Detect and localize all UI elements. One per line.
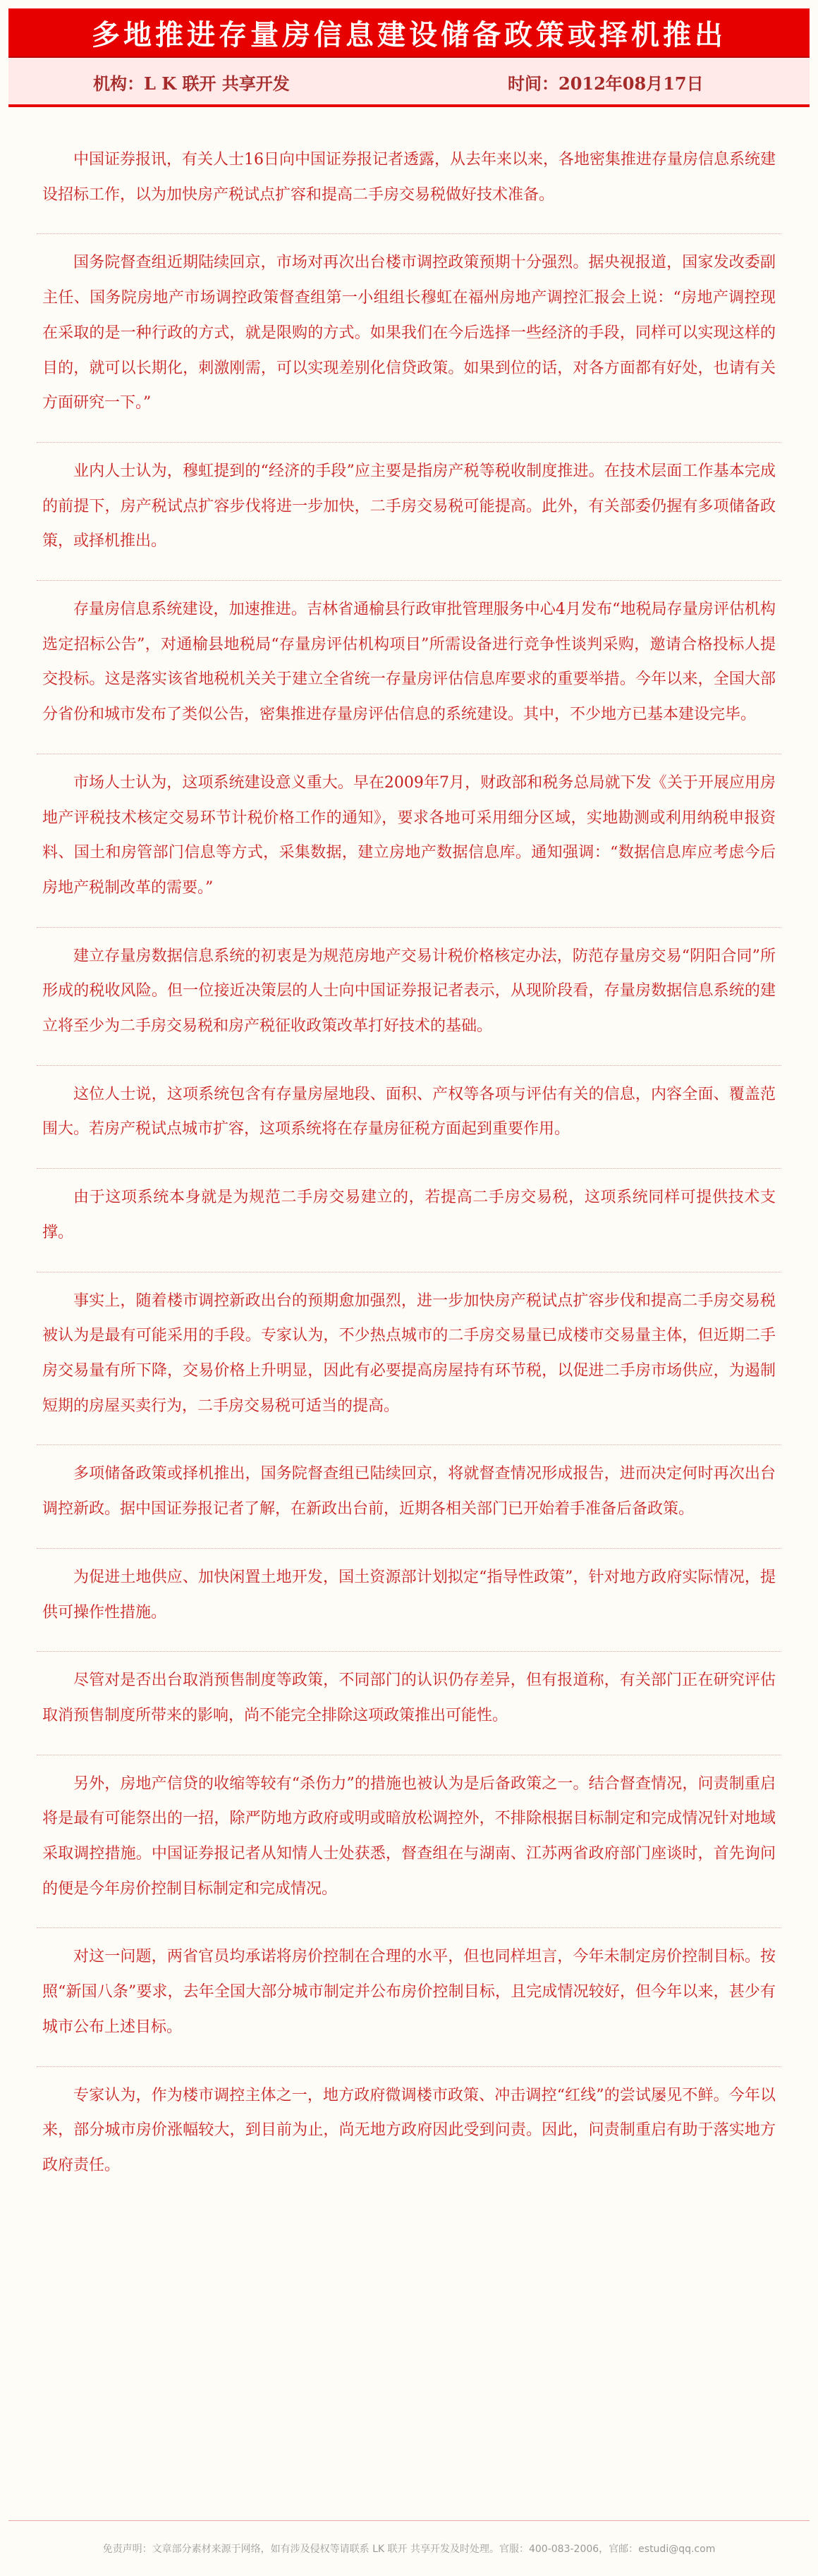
article-body bbox=[8, 107, 810, 2204]
source-label: 机构：L K 联开 共享开发 bbox=[93, 73, 290, 94]
paragraph: 市场人士认为，这项系统建设意义重大。早在2009年7月，财政部和税务总局就下发《关于开展应用房地产评税技术核定交易环节计税价格工作的通知》，要求各地可采用细分区域，实地勘测或利用纳税申报资料、国土和房管部门信息等方式，采集数据，建立房地产数据信息库。通知强调：“数据信息库应考虑今后房地产税制改革的需要。” bbox=[37, 761, 781, 928]
paragraph: 为促进土地供应、加快闲置土地开发，国土资源部计划拟定“指导性政策”，针对地方政府实际情况，提供可操作性措施。 bbox=[37, 1556, 781, 1652]
paragraph: 存量房信息系统建设，加速推进。吉林省通榆县行政审批管理服务中心4月发布“地税局存量房评估机构选定招标公告”，对通榆县地税局“存量房评估机构项目”所需设备进行竞争性谈判采购，邀请合格投标人提交投标。这是落实该省地税机关关于建立全省统一存量房评估信息库要求的重要举措。今年以来，全国大部分省份和城市发布了类似公告，密集推进存量房评估信息的系统建设。其中，不少地方已基本建设完毕。 bbox=[37, 588, 781, 754]
paragraph: 国务院督查组近期陆续回京，市场对再次出台楼市调控政策预期十分强烈。据央视报道，国家发改委副主任、国务院房地产市场调控政策督查组第一小组组长穆虹在福州房地产调控汇报会上说：“房地产调控现在采取的是一种行政的方式，就是限购的方式。如果我们在今后选择一些经济的手段，同样可以实现这样的目的，就可以长期化，刺激刚需，可以实现差别化信贷政策。如果到位的话，对各方面都有好处，也请有关方面研究一下。” bbox=[37, 241, 781, 443]
meta-bar bbox=[8, 58, 810, 107]
title-banner bbox=[8, 8, 810, 58]
paragraph: 建立存量房数据信息系统的初衷是为规范房地产交易计税价格核定办法，防范存量房交易“阴阳合同”所形成的税收风险。但一位接近决策层的人士向中国证券报记者表示，从现阶段看，存量房数据信息系统的建立将至少为二手房交易税和房产税征收政策改革打好技术的基础。 bbox=[37, 935, 781, 1066]
paragraph: 由于这项系统本身就是为规范二手房交易建立的，若提高二手房交易税，这项系统同样可提供技术支撑。 bbox=[37, 1176, 781, 1272]
paragraph: 事实上，随着楼市调控新政出台的预期愈加强烈，进一步加快房产税试点扩容步伐和提高二手房交易税被认为是最有可能采用的手段。专家认为，不少热点城市的二手房交易量已成楼市交易量主体，但近期二手房交易量有所下降，交易价格上升明显，因此有必要提高房屋持有环节税，以促进二手房市场供应，为遏制短期的房屋买卖行为，二手房交易税可适当的提高。 bbox=[37, 1280, 781, 1446]
disclaimer-text: 免责声明：文章部分素材来源于网络，如有涉及侵权等请联系 LK 联开 共享开发及时处理。官服：400-083-2006，官邮：estudi@qq.com bbox=[102, 2544, 716, 2555]
paragraph: 专家认为，作为楼市调控主体之一，地方政府微调楼市政策、冲击调控“红线”的尝试屡见不鲜。今年以来，部分城市房价涨幅较大，到目前为止，尚无地方政府因此受到问责。因此，问责制重启有助于落实地方政府责任。 bbox=[42, 2086, 776, 2174]
footer-disclaimer bbox=[8, 2520, 810, 2576]
article-title: 多地推进存量房信息建设储备政策或择机推出 bbox=[92, 18, 726, 51]
paragraph: 中国证券报讯，有关人士16日向中国证券报记者透露，从去年来以来，各地密集推进存量房信息系统建设招标工作，以为加快房产税试点扩容和提高二手房交易税做好技术准备。 bbox=[37, 138, 781, 234]
paragraph: 这位人士说，这项系统包含有存量房屋地段、面积、产权等各项与评估有关的信息，内容全面、覆盖范围大。若房产税试点城市扩容，这项系统将在存量房征税方面起到重要作用。 bbox=[37, 1073, 781, 1169]
paragraph: 对这一问题，两省官员均承诺将房价控制在合理的水平，但也同样坦言，今年未制定房价控制目标。按照“新国八条”要求，去年全国大部分城市制定并公布房价控制目标，且完成情况较好，但今年以来，甚少有城市公布上述目标。 bbox=[37, 1935, 781, 2066]
paragraph: 另外，房地产信贷的收缩等较有“杀伤力”的措施也被认为是后备政策之一。结合督查情况，问责制重启将是最有可能祭出的一招，除严防地方政府或明或暗放松调控外，不排除根据目标制定和完成情况针对地域采取调控措施。中国证券报记者从知情人士处获悉，督查组在与湖南、江苏两省政府部门座谈时，首先询问的便是今年房价控制目标制定和完成情况。 bbox=[37, 1762, 781, 1929]
paragraph: 尽管对是否出台取消预售制度等政策，不同部门的认识仍存差异，但有报道称，有关部门正在研究评估取消预售制度所带来的影响，尚不能完全排除这项政策推出可能性。 bbox=[37, 1659, 781, 1755]
paragraph: 业内人士认为，穆虹提到的“经济的手段”应主要是指房产税等税收制度推进。在技术层面工作基本完成的前提下，房产税试点扩容步伐将进一步加快，二手房交易税可能提高。此外，有关部委仍握有多项储备政策，或择机推出。 bbox=[37, 450, 781, 581]
publish-date: 时间：2012年08月17日 bbox=[508, 73, 704, 94]
paragraph: 多项储备政策或择机推出，国务院督查组已陆续回京，将就督查情况形成报告，进而决定何时再次出台调控新政。据中国证券报记者了解，在新政出台前，近期各相关部门已开始着手准备后备政策。 bbox=[37, 1452, 781, 1548]
